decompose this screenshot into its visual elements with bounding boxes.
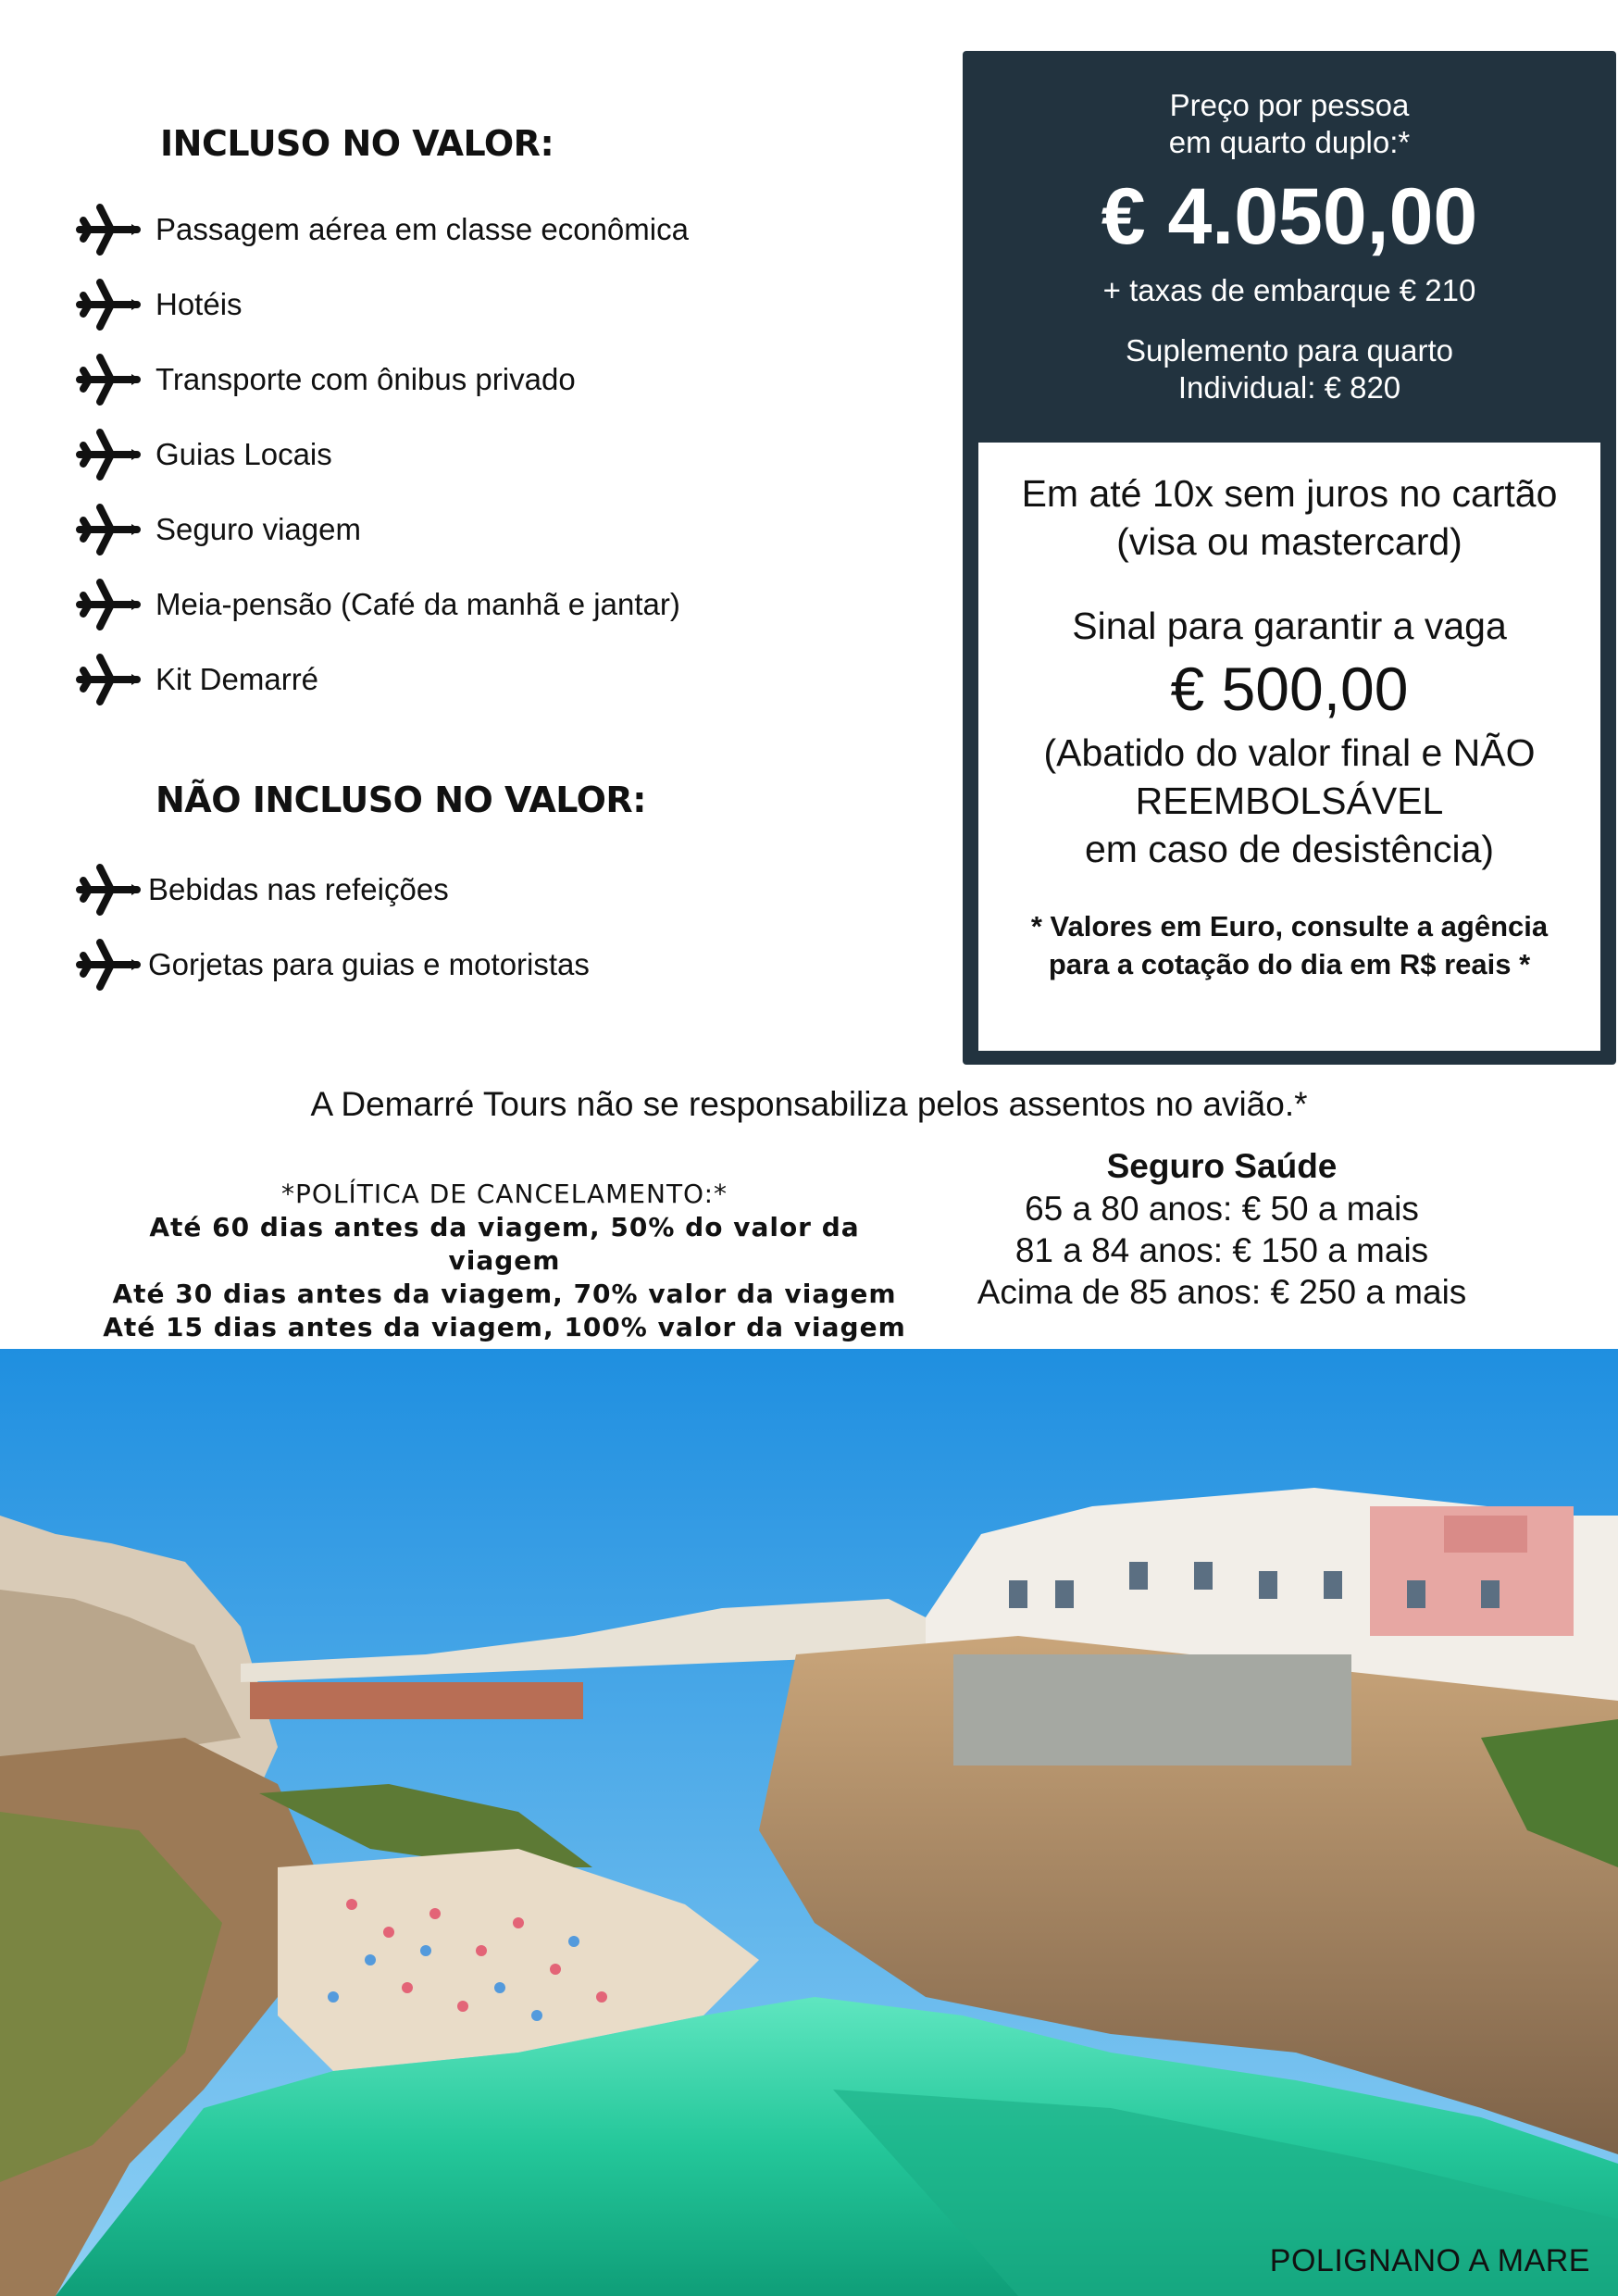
list-item-label: Meia-pensão (Café da manhã e jantar) <box>156 587 680 621</box>
list-item-label: Kit Demarré <box>156 662 319 696</box>
list-item <box>76 932 590 997</box>
coastal-town-illustration <box>0 1349 1618 2296</box>
list-item <box>76 497 361 562</box>
airplane-icon <box>76 577 143 632</box>
cancellation-line: Até 60 dias antes da viagem, 50% do valor da viagem <box>149 1212 860 1276</box>
single-supplement-label: Suplemento para quarto <box>1125 333 1454 368</box>
list-item-label: Transporte com ônibus privado <box>156 362 576 396</box>
cancellation-title: *POLÍTICA DE CANCELAMENTO:* <box>280 1179 728 1209</box>
list-item <box>76 272 243 337</box>
currency-note: * Valores em Euro, consulte a agência <box>1030 910 1549 942</box>
airplane-icon <box>76 652 143 707</box>
health-insurance-line: Acima de 85 anos: € 250 a mais <box>977 1273 1467 1311</box>
deposit-value: € 500,00 <box>1170 655 1409 723</box>
airplane-icon <box>76 862 143 917</box>
polignano-photo <box>0 1349 1618 2296</box>
airplane-icon <box>76 427 143 482</box>
boarding-taxes: + taxas de embarque € 210 <box>1102 273 1476 307</box>
list-item-label: Seguro viagem <box>156 512 361 546</box>
deposit-note-3: em caso de desistência) <box>1084 828 1495 870</box>
airplane-icon <box>76 937 143 992</box>
list-item-label: Gorjetas para guias e motoristas <box>148 947 590 981</box>
price-panel <box>963 51 1616 1065</box>
list-item <box>76 572 680 637</box>
included-heading: INCLUSO NO VALOR: <box>160 123 554 164</box>
list-item <box>76 422 332 487</box>
price-value: € 4.050,00 <box>1101 172 1478 261</box>
health-insurance-line: 81 a 84 anos: € 150 a mais <box>1014 1231 1429 1269</box>
list-item-label: Hotéis <box>156 287 243 321</box>
not-included-heading: NÃO INCLUSO NO VALOR: <box>156 780 646 820</box>
cancellation-policy <box>93 1178 916 1344</box>
deposit-note: (Abatido do valor final e NÃO <box>1043 731 1536 774</box>
installments-text: Em até 10x sem juros no cartão <box>1021 472 1558 515</box>
health-insurance <box>953 1145 1490 1313</box>
list-item <box>76 197 689 262</box>
per-person-label-2: em quarto duplo:* <box>1168 125 1411 159</box>
cancellation-line: Até 30 dias antes da viagem, 70% valor da viagem <box>112 1279 897 1309</box>
seat-disclaimer: A Demarré Tours não se responsabiliza pelos assentos no avião.* <box>310 1085 1308 1123</box>
single-supplement-value: Individual: € 820 <box>1177 370 1401 405</box>
health-insurance-title: Seguro Saúde <box>1106 1147 1338 1185</box>
deposit-label: Sinal para garantir a vaga <box>1072 605 1507 647</box>
deposit-note-2: REEMBOLSÁVEL <box>1135 780 1444 822</box>
airplane-icon <box>76 202 143 257</box>
health-insurance-line: 65 a 80 anos: € 50 a mais <box>1025 1190 1419 1228</box>
list-item-label: Guias Locais <box>156 437 332 471</box>
airplane-icon <box>76 352 143 407</box>
photo-caption: POLIGNANO A MARE <box>1269 2243 1590 2278</box>
payment-box <box>978 443 1600 1051</box>
list-item-label: Passagem aérea em classe econômica <box>156 212 689 246</box>
list-item <box>76 857 449 922</box>
list-item <box>76 347 576 412</box>
list-item-label: Bebidas nas refeições <box>148 872 449 906</box>
currency-note-2: para a cotação do dia em R$ reais * <box>1048 948 1531 980</box>
airplane-icon <box>76 277 143 332</box>
per-person-label: Preço por pessoa <box>1169 88 1410 122</box>
cancellation-line: Até 15 dias antes da viagem, 100% valor da viagem <box>103 1312 906 1342</box>
list-item <box>76 647 318 712</box>
airplane-icon <box>76 502 143 557</box>
installments-cards: (visa ou mastercard) <box>1116 520 1462 563</box>
